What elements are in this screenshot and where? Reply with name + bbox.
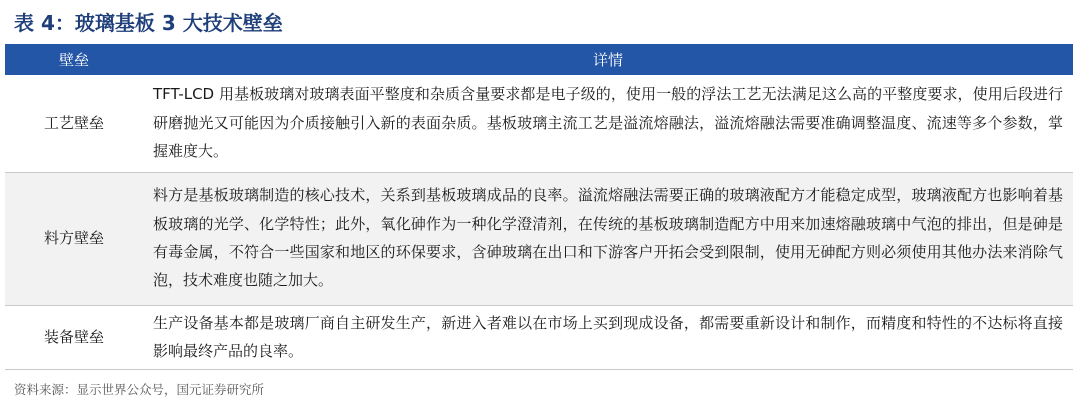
header-barrier: 壁垒	[5, 44, 143, 75]
table-row	[5, 305, 1073, 370]
table-title: 表 4：玻璃基板 3 大技术壁垒	[14, 11, 283, 35]
table-row	[5, 172, 1073, 305]
row-category-process: 工艺壁垒	[5, 75, 143, 172]
row-category-formula: 料方壁垒	[5, 172, 143, 305]
table-header-row	[5, 44, 1073, 75]
row-detail-equipment: 生产设备基本都是玻璃厂商自主研发生产，新进入者难以在市场上买到现成设备，都需要重新设计和制作，而精度和特性的不达标将直接影响最终产品的良率。	[143, 305, 1073, 370]
header-detail: 详情	[143, 44, 1073, 75]
row-detail-formula: 料方是基板玻璃制造的核心技术，关系到基板玻璃成品的良率。溢流熔融法需要正确的玻璃液配方才能稳定成型，玻璃液配方也影响着基板玻璃的光学、化学特性；此外，氧化砷作为一种化学澄清剂，在传统的基板玻璃制造配方中用来加速熔融玻璃中气泡的排出，但是砷是有毒金属，不符合一些国家和地区的环保要求，含砷玻璃在出口和下游客户开拓会受到限制，使用无砷配方则必须使用其他办法来消除气泡，技术难度也随之加大。	[143, 172, 1073, 305]
row-category-equipment: 装备壁垒	[5, 305, 143, 370]
barriers-table	[5, 44, 1073, 370]
row-detail-process: TFT-LCD 用基板玻璃对玻璃表面平整度和杂质含量要求都是电子级的，使用一般的浮法工艺无法满足这么高的平整度要求，使用后段进行研磨抛光又可能因为介质接触引入新的表面杂质。基板玻璃主流工艺是溢流熔融法，溢流熔融法需要准确调整温度、流速等多个参数，掌握难度大。	[143, 75, 1073, 172]
source-note: 资料来源：显示世界公众号，国元证券研究所	[14, 382, 265, 397]
table-row	[5, 75, 1073, 172]
